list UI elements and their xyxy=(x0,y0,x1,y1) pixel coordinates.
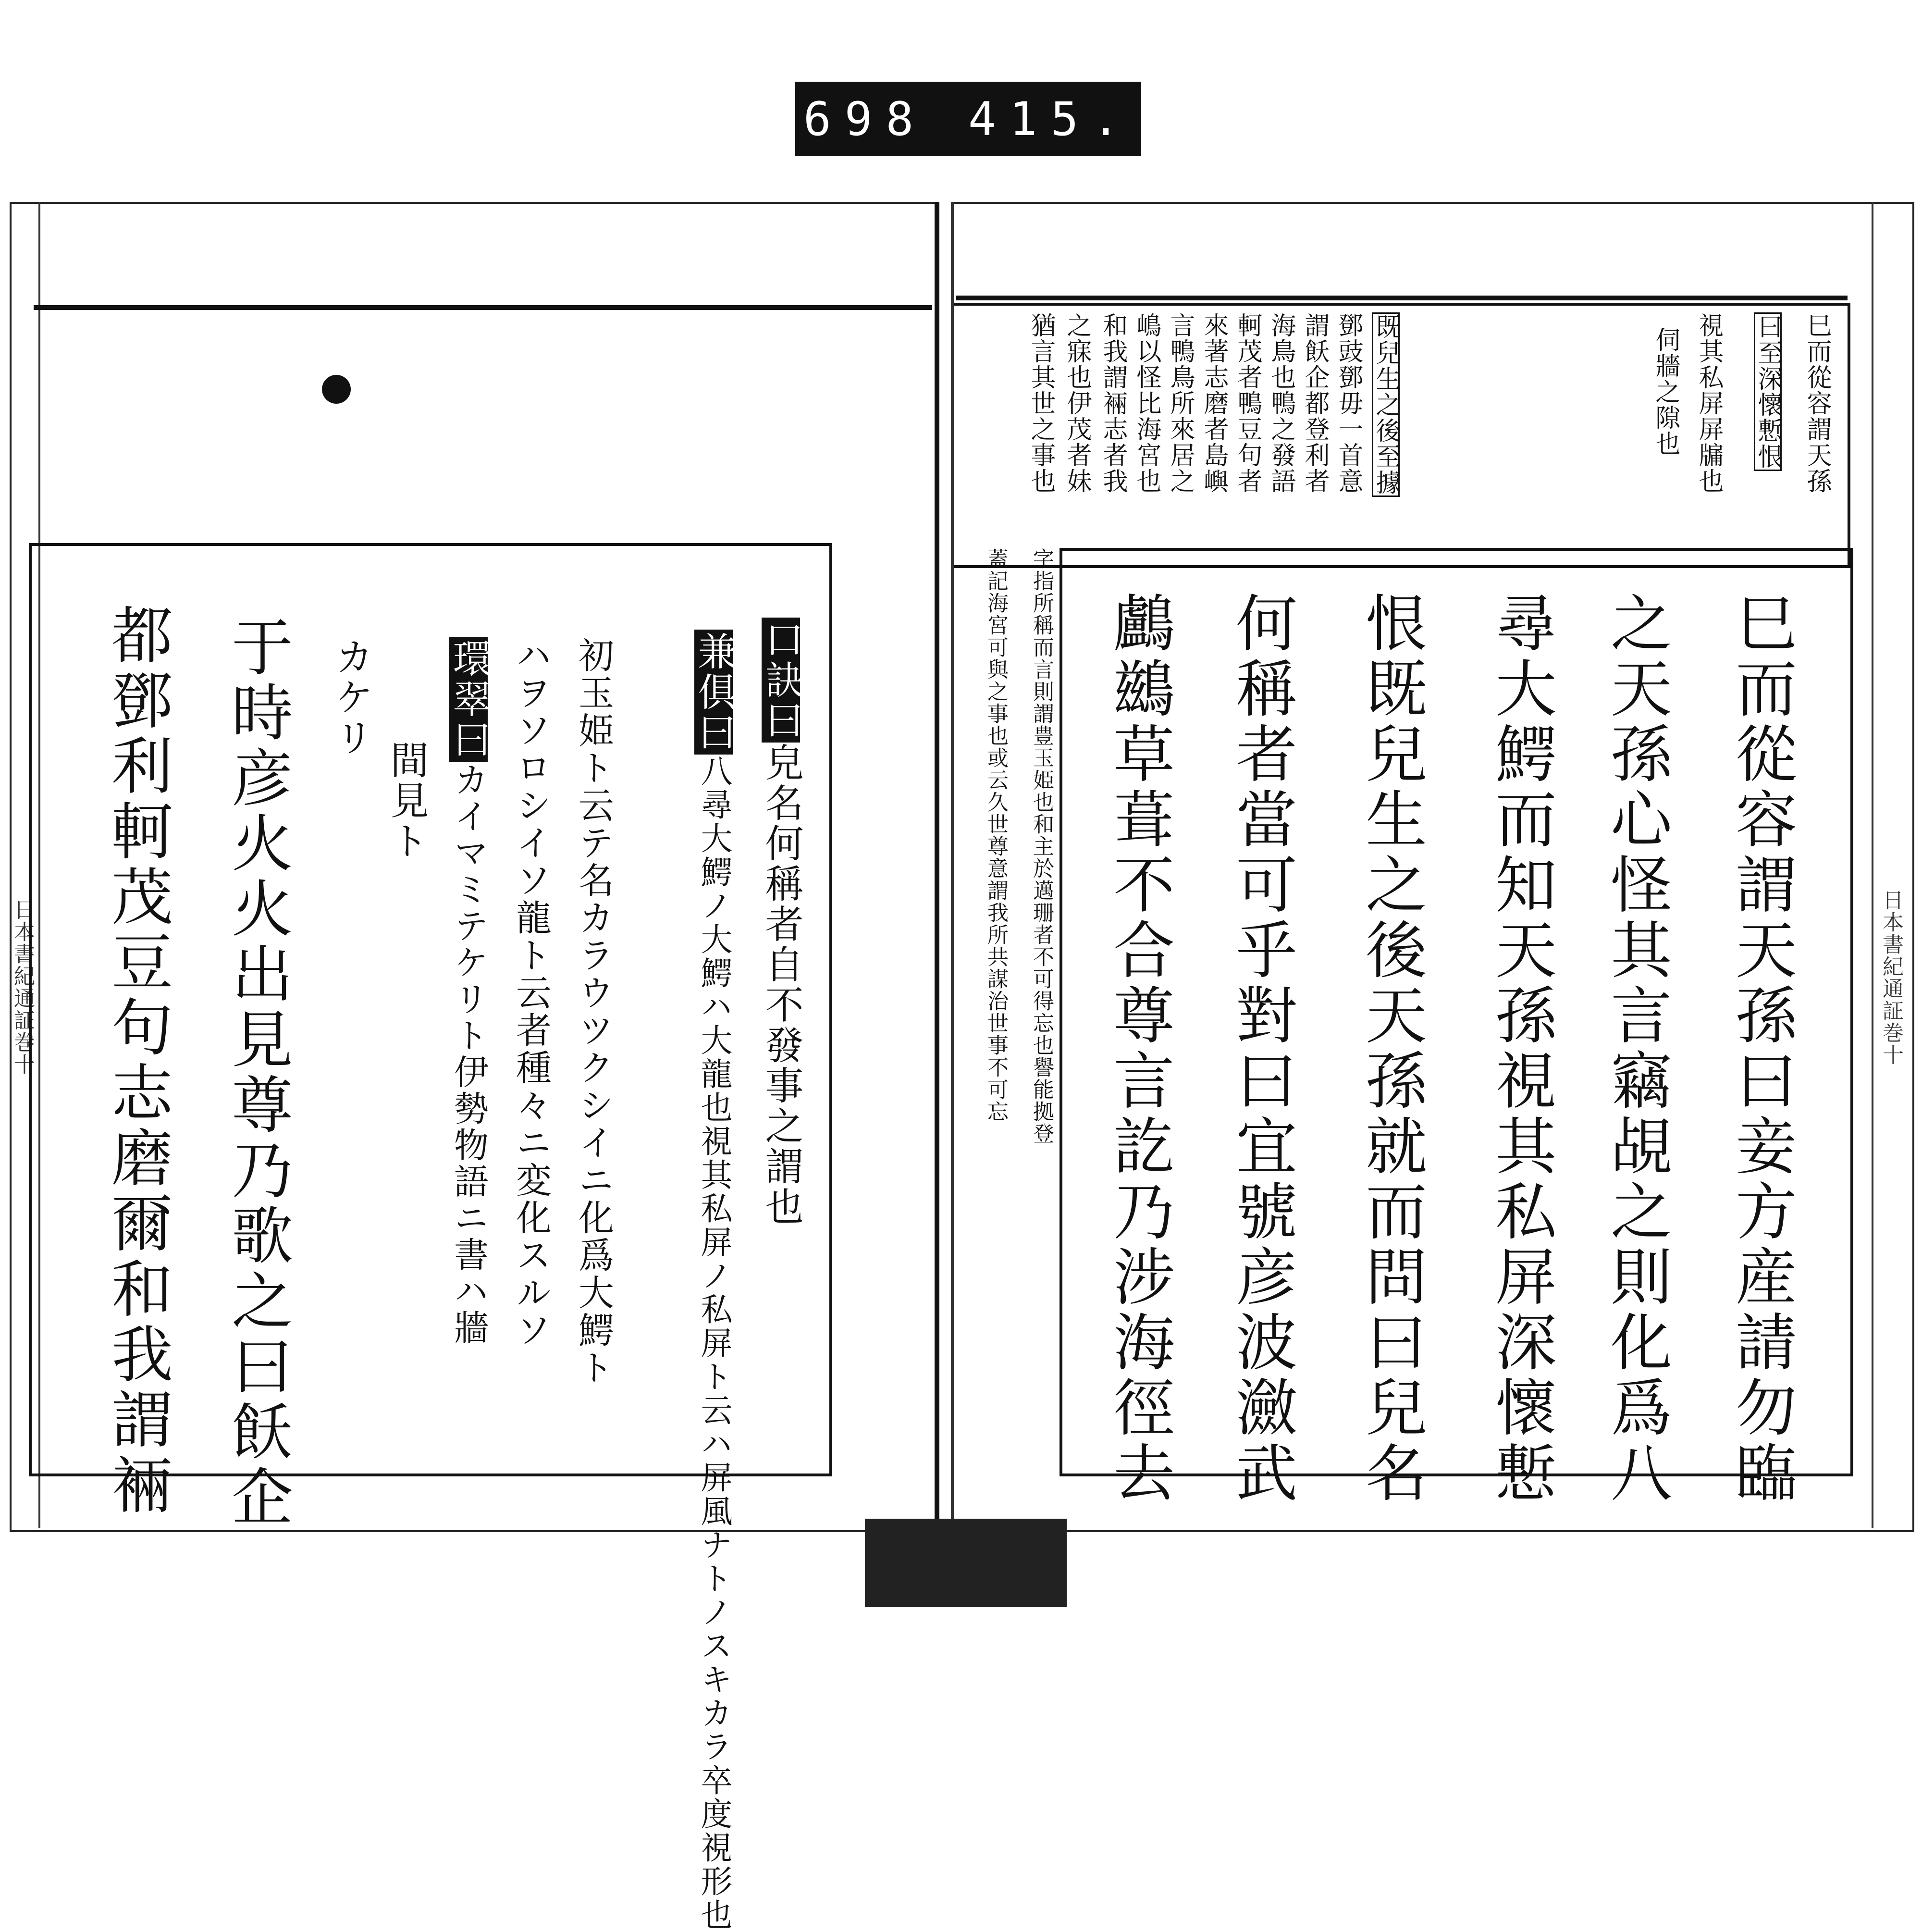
left-main-line-2: 都鄧利軻茂豆句志磨爾和我謂裲 xyxy=(101,603,172,1518)
long-commentary-2: 蓋記海宮可與之事也或云久世尊意謂我所共謀治世事不可忘 xyxy=(984,548,1008,1123)
note-label-kuketsu: 口訣曰 xyxy=(762,618,800,743)
right-spine-margin xyxy=(1872,202,1914,1528)
left-top-rule xyxy=(34,305,932,310)
comment-head-4: 伺牆之隙也 xyxy=(1651,327,1680,457)
comment-note-10: 之寐也伊茂者妹 xyxy=(1062,312,1091,494)
gutter-shadow xyxy=(865,1519,1067,1607)
left-spine-text: 日本書紀通証巻十 xyxy=(10,899,35,1076)
comment-note-8: 嶋以怪比海宮也 xyxy=(1132,312,1161,494)
note-text: 間見ト xyxy=(384,740,429,861)
left-note-col-7 xyxy=(384,740,429,861)
note-text: 初玉姫ト云テ名カラウツクシイニ化爲大鰐ト xyxy=(573,637,614,1387)
comment-note-2: 鄧豉鄧毋一首意 xyxy=(1334,312,1363,494)
long-commentary-1: 字指所稱而言則謂豊玉姫也和主於邁珊者不可得忘也譽能拠登 xyxy=(1029,548,1054,1145)
note-label-kenku: 兼俱曰 xyxy=(694,630,733,755)
right-top-rule xyxy=(956,296,1848,300)
call-number-label xyxy=(795,82,1141,156)
comment-note-3: 謂飫企都登利者 xyxy=(1300,312,1329,494)
right-spine-text: 日本書紀通証巻十 xyxy=(1879,889,1903,1066)
note-text: 皃名何稱者自不發事之謂也 xyxy=(759,743,803,1227)
right-main-line-6: 鸕鷀草葺不合尊言訖乃涉海徑去 xyxy=(1103,591,1174,1506)
note-text: カイマミテケリト伊勢物語ニ書ハ牆 xyxy=(448,762,489,1346)
right-main-line-3: 尋大鰐而知天孫視其私屏深懷慙 xyxy=(1485,591,1556,1506)
left-note-col-6 xyxy=(446,637,491,1346)
ink-blot xyxy=(322,375,351,404)
comment-head-2: 曰至深懷慙恨 xyxy=(1754,312,1782,471)
right-main-line-2: 之天孫心怪其言竊覘之則化爲八 xyxy=(1600,591,1672,1506)
comment-note-9: 和我謂裲志者我 xyxy=(1098,312,1127,494)
comment-head-3: 視其私屏屏牖也 xyxy=(1694,312,1723,494)
call-number-text: 698 415. xyxy=(803,92,1133,146)
left-note-col-5 xyxy=(512,637,550,1349)
left-note-col-4 xyxy=(574,637,613,1387)
comment-note-4: 海鳥也鴨之發語 xyxy=(1267,312,1295,494)
comment-note-11: 猶言其世之事也 xyxy=(1026,312,1055,494)
comment-note-1: 既兒生之後至據 xyxy=(1372,312,1400,497)
comment-note-7: 言鴨鳥所來居之 xyxy=(1166,312,1195,494)
left-main-line-1: 于時彦火火出見尊乃歌之曰飫企 xyxy=(221,615,293,1530)
right-main-line-1: 巳而從容謂天孫曰妾方産請勿臨 xyxy=(1725,591,1797,1506)
note-text: 八尋大鰐ノ大鰐ハ大龍也視其私屏ノ私屏ト云ハ屏風ナトノスキカラ卒度視形也 xyxy=(695,755,732,1932)
book-gutter xyxy=(935,202,954,1528)
right-main-line-4: 恨既兒生之後天孫就而問曰兒名 xyxy=(1355,591,1427,1506)
note-label-kansui: 環翠曰 xyxy=(449,637,488,762)
left-note-col-2 xyxy=(691,630,736,1932)
left-note-col-8 xyxy=(329,637,373,758)
note-text: ハヲソロシイソ龍ト云者種々ニ変化スルソ xyxy=(510,637,552,1349)
comment-note-5: 軻茂者鴨豆句者 xyxy=(1233,312,1262,494)
comment-note-6: 來著志磨者島嶼 xyxy=(1199,312,1228,494)
right-main-line-5: 何稱者當可乎對曰宜號彦波瀲武 xyxy=(1225,591,1297,1506)
note-text: カケリ xyxy=(329,637,373,758)
left-note-col-1 xyxy=(759,618,803,1444)
comment-head-1: 巳而從容謂天孫 xyxy=(1802,312,1831,494)
